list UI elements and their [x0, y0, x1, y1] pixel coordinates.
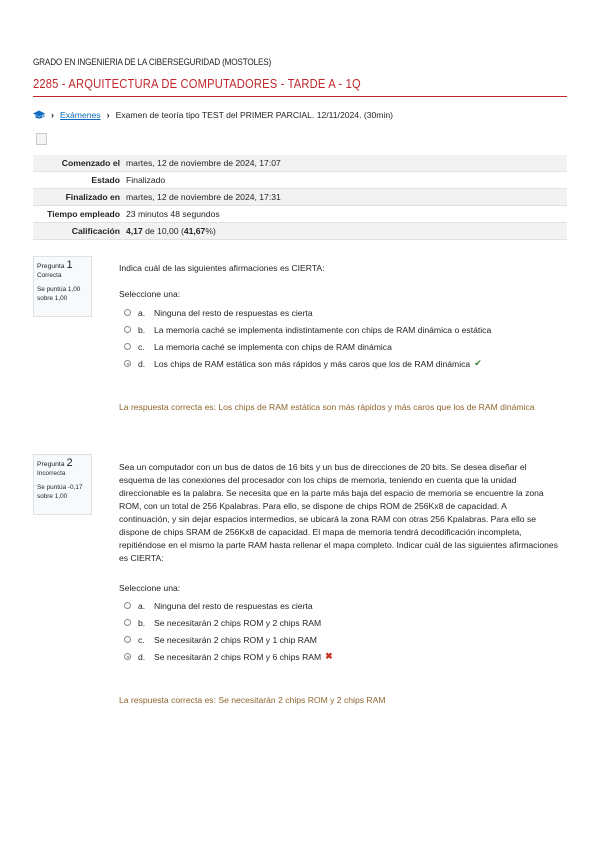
question-number-value: 2: [66, 457, 73, 469]
answer-option-b[interactable]: [124, 321, 491, 338]
breadcrumb: [33, 110, 393, 120]
summary-key: Finalizado en: [65, 192, 120, 202]
question-score: Se puntúa 1,00 sobre 1,00: [37, 286, 81, 302]
document-icon[interactable]: [36, 133, 47, 145]
radio-button[interactable]: [124, 619, 131, 626]
option-text: La memoria caché se implementa indistintamente con chips de RAM dinámica o estática: [154, 324, 492, 335]
page-title: 2285 - ARQUITECTURA DE COMPUTADORES - TARDE A - 1Q: [33, 76, 361, 91]
option-letter: b.: [138, 617, 146, 628]
option-letter: d.: [138, 651, 146, 662]
option-text: Se necesitarán 2 chips ROM y 2 chips RAM: [154, 617, 322, 628]
question-label: Pregunta: [37, 461, 65, 468]
question-score: Se puntúa -0,17 sobre 1,00: [37, 484, 83, 500]
grade-score: 4,17: [126, 226, 143, 236]
radio-button[interactable]: [124, 636, 131, 643]
answer-option-c[interactable]: [124, 631, 333, 648]
answer-option-d[interactable]: [124, 648, 333, 665]
summary-value: Finalizado: [126, 175, 166, 185]
question-label: Pregunta: [37, 263, 65, 270]
summary-row: [33, 155, 567, 172]
grade-total: de 10,00 (: [142, 226, 184, 236]
answer-option-c[interactable]: [124, 338, 491, 355]
answer-options: [124, 597, 333, 665]
summary-key: Tiempo empleado: [47, 209, 120, 219]
radio-button[interactable]: [124, 602, 131, 609]
chevron-right-icon: ›: [106, 110, 110, 120]
radio-button[interactable]: [124, 309, 131, 316]
radio-button-selected[interactable]: [124, 360, 131, 367]
option-letter: c.: [138, 634, 145, 645]
summary-row: [33, 172, 567, 189]
answer-option-a[interactable]: [124, 304, 491, 321]
option-text: Ninguna del resto de respuestas es cierta: [154, 600, 313, 611]
answer-option-d[interactable]: [124, 355, 491, 372]
summary-key: Calificación: [71, 226, 120, 236]
graduation-cap-icon[interactable]: [33, 110, 45, 120]
option-letter: c.: [138, 341, 145, 352]
summary-key: Comenzado el: [61, 158, 120, 168]
option-text: Se necesitarán 2 chips ROM y 1 chip RAM: [154, 634, 317, 645]
question-state: Correcta: [37, 272, 62, 279]
summary-value: 23 minutos 48 segundos: [126, 209, 220, 219]
attempt-summary-table: [33, 155, 567, 240]
summary-key: Estado: [91, 175, 120, 185]
question-prompt: Seleccione una:: [119, 289, 181, 299]
breadcrumb-current: Examen de teoría tipo TEST del PRIMER PARCIAL. 12/11/2024. (30min): [115, 110, 393, 120]
option-text: Se necesitarán 2 chips ROM y 6 chips RAM: [154, 651, 322, 662]
answer-options: [124, 304, 491, 372]
question-info: [33, 256, 92, 317]
radio-button-selected[interactable]: [124, 653, 131, 660]
grade-percent: 41,67: [183, 226, 206, 236]
breadcrumb-link-examenes[interactable]: Exámenes: [60, 110, 101, 120]
option-text: Ninguna del resto de respuestas es cierta: [154, 307, 313, 318]
option-text: La memoria caché se implementa con chips de RAM dinámica: [154, 341, 392, 352]
answer-option-b[interactable]: [124, 614, 333, 631]
question-prompt: Seleccione una:: [119, 583, 181, 593]
option-letter: b.: [138, 324, 146, 335]
question-text: Indica cuál de las siguientes afirmaciones es CIERTA:: [119, 263, 325, 273]
summary-row: [33, 223, 567, 240]
option-text: Los chips de RAM estática son más rápidos y más caros que los de RAM dinámica: [154, 358, 471, 369]
radio-button[interactable]: [124, 326, 131, 333]
option-letter: a.: [138, 600, 146, 611]
correct-answer-feedback: La respuesta correcta es: Se necesitarán 2 chips ROM y 2 chips RAM: [119, 695, 386, 705]
check-icon: ✔: [474, 358, 482, 368]
summary-value: martes, 12 de noviembre de 2024, 17:07: [126, 158, 281, 168]
question-number: [37, 261, 88, 271]
question-state: Incorrecta: [37, 470, 66, 477]
summary-value: martes, 12 de noviembre de 2024, 17:31: [126, 192, 281, 202]
course-name: GRADO EN INGENIERIA DE LA CIBERSEGURIDAD (MOSTOLES): [33, 57, 272, 68]
question-text: Sea un computador con un bus de datos de 16 bits y un bus de direcciones de 20 bits. Se desea diseñar el esquema de las conexiones del procesador con los chips de memoria, teniendo en cuenta que la unidad direccionable es la palabra. Se necesita que en la parte más baja del espacio de memoria se encuentre la zona ROM, con un total de 256 Kpalabras. Para ello, se dispone de chips ROM de 256Kx8 de capacidad. A continuación, y sin dejar espacios intermedios, se ubicará la zona RAM con otras 256 Kpalabras. Para ello se dispone de chips SRAM de 256Kx8 de capacidad. El mapa de memoria tendrá decodificación incompleta, repitiéndose en el mismo la parte RAM hasta rellenar el mapa completo. Indicar cuál de las siguientes afirmaciones es CIERTA:: [119, 462, 558, 563]
grade-percent-suffix: %): [205, 226, 216, 236]
question-number: [37, 459, 88, 469]
grade-value: [123, 223, 567, 240]
option-letter: d.: [138, 358, 146, 369]
summary-row: [33, 206, 567, 223]
option-letter: a.: [138, 307, 146, 318]
cross-icon: ✖: [325, 651, 333, 661]
radio-button[interactable]: [124, 343, 131, 350]
title-divider: [33, 96, 567, 97]
chevron-right-icon: ›: [51, 110, 54, 120]
answer-option-a[interactable]: [124, 597, 333, 614]
correct-answer-feedback: La respuesta correcta es: Los chips de RAM estática son más rápidos y más caros que los de RAM dinámica: [119, 402, 535, 412]
summary-row: [33, 189, 567, 206]
question-info: [33, 454, 92, 515]
question-number-value: 1: [66, 259, 73, 271]
